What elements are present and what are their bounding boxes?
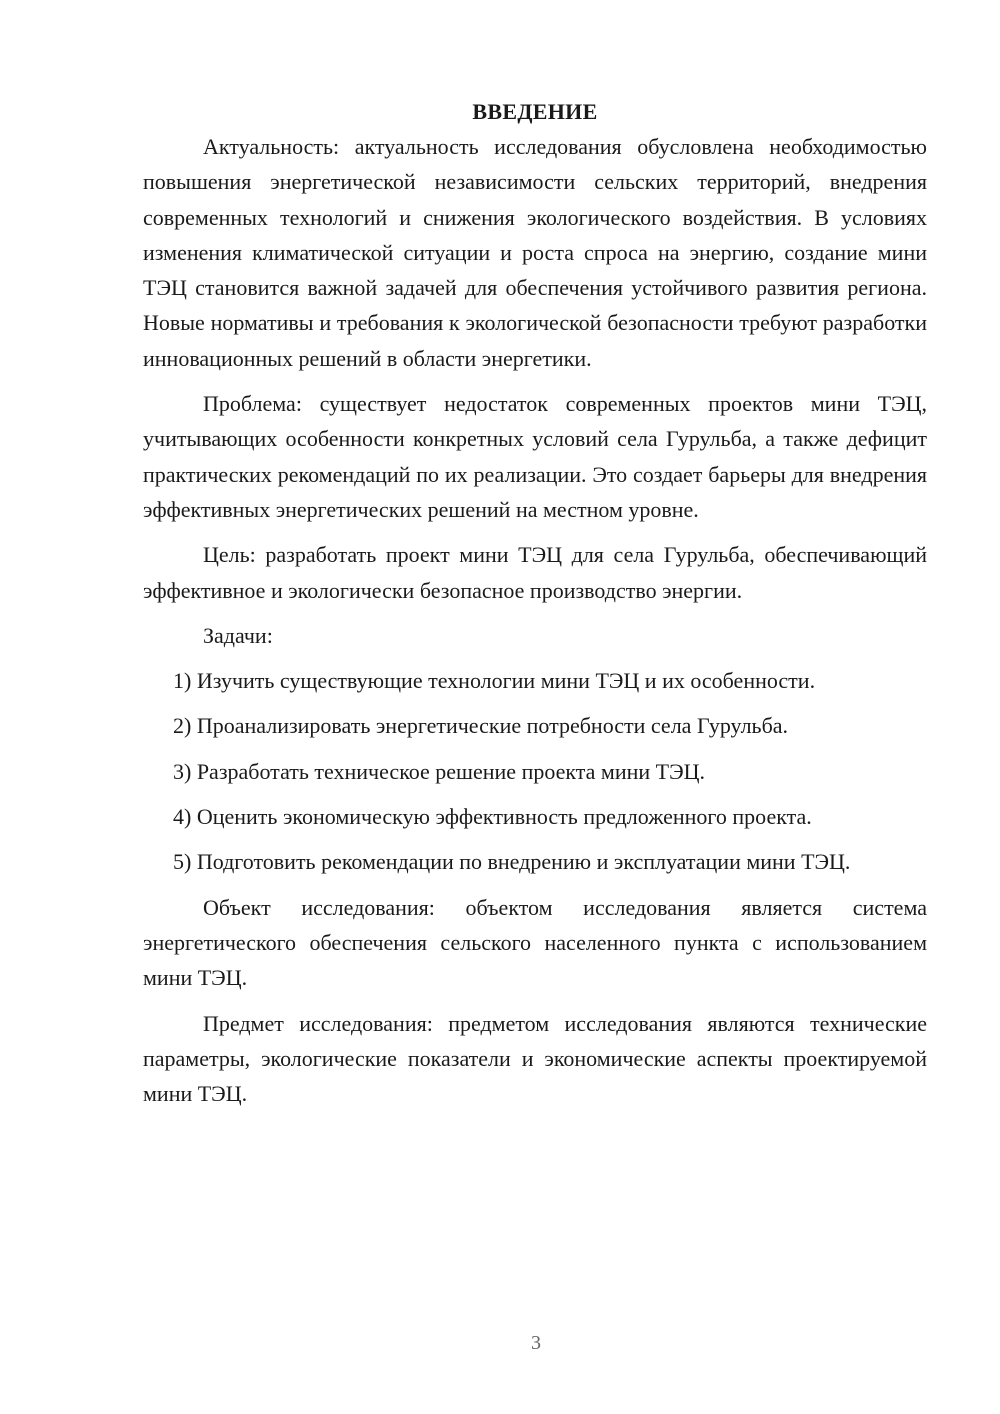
paragraph-relevance: Актуальность: актуальность исследования обусловлена необходимостью повышения энергетической независимости сельских территорий, внедрения современных технологий и снижения экологического воздействия. В условиях изменения климатической ситуации и роста спроса на энергию, создание мини ТЭЦ становится важной задачей для обеспечения устойчивого развития региона. Новые нормативы и требования к экологической безопасности требуют разработки инновационных решений в области энергетики. [143,134,927,371]
tasks-label: Задачи: [203,622,273,648]
task-list [143,663,927,879]
task-item-5: 5) Подготовить рекомендации по внедрению и эксплуатации мини ТЭЦ. [173,849,851,875]
section-title: ВВЕДЕНИЕ [472,99,598,124]
task-item-3: 3) Разработать техническое решение проекта мини ТЭЦ. [173,758,706,784]
task-item-1: 1) Изучить существующие технологии мини ТЭЦ и их особенности. [173,668,816,694]
paragraph-object: Объект исследования: объектом исследования является система энергетического обеспечения сельского населенного пункта с использованием мини ТЭЦ. [143,894,927,991]
paragraph-subject: Предмет исследования: предметом исследования являются технические параметры, экологические показатели и экономические аспекты проектируемой мини ТЭЦ. [143,1010,927,1107]
task-item-4: 4) Оценить экономическую эффективность предложенного проекта. [173,804,812,830]
task-item-2: 2) Проанализировать энергетические потребности села Гурульба. [173,713,789,739]
paragraph-goal: Цель: разработать проект мини ТЭЦ для села Гурульба, обеспечивающий эффективное и экологически безопасное производство энергии. [143,542,927,603]
document-page [143,94,927,1111]
paragraph-problem: Проблема: существует недостаток современных проектов мини ТЭЦ, учитывающих особенности конкретных условий села Гурульба, а также дефицит практических рекомендаций по их реализации. Это создает барьеры для внедрения эффективных энергетических решений на местном уровне. [143,391,927,522]
page-number: 3 [531,1332,541,1354]
